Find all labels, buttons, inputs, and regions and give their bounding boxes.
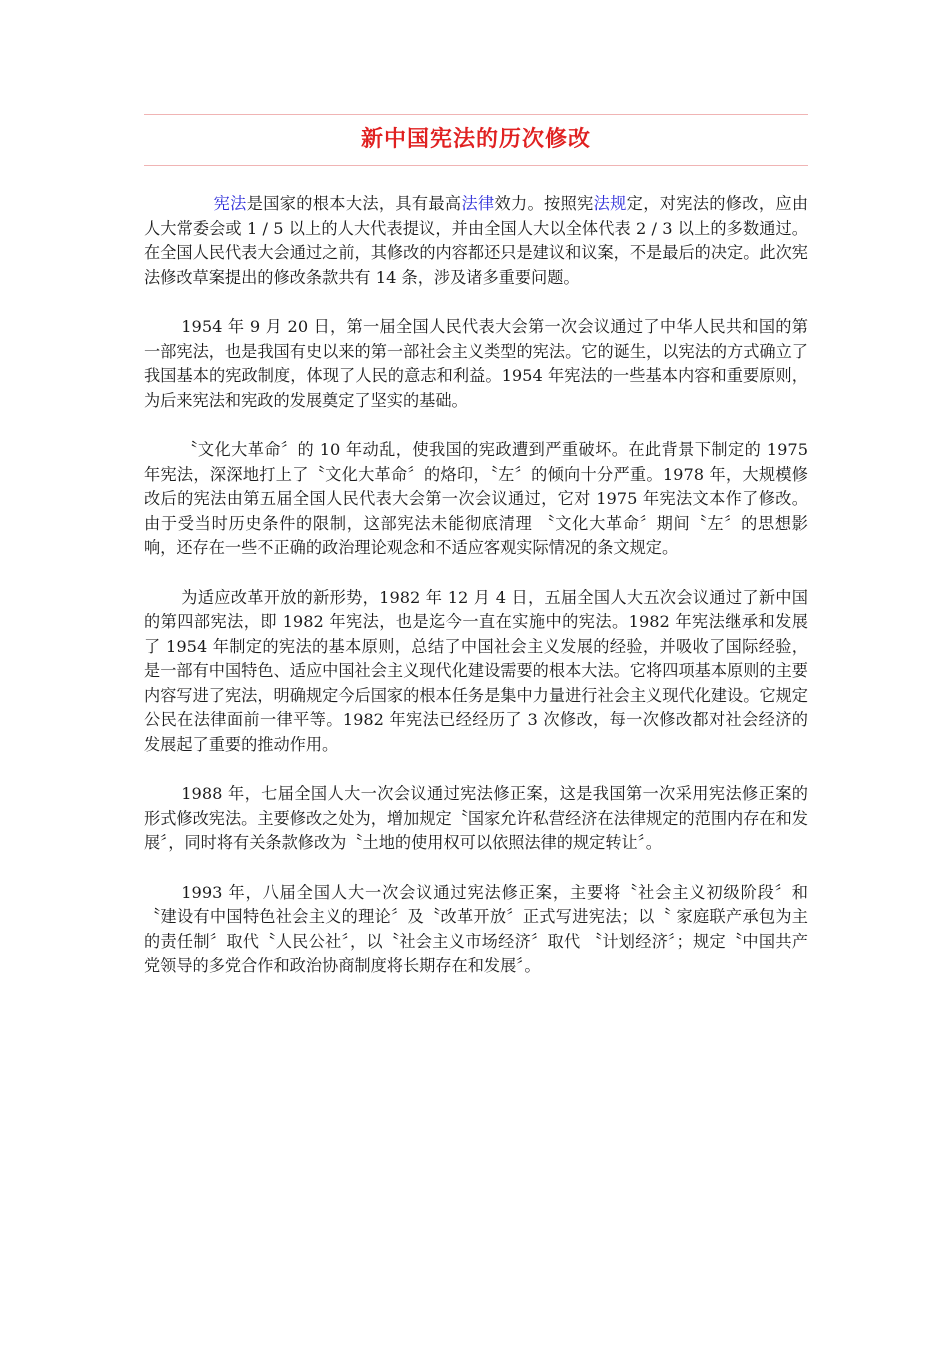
paragraph-1988: 1988 年，七届全国人大一次会议通过宪法修正案，这是我国第一次采用宪法修正案的形式修改宪法。主要修改之处为，增加规定〝国家允许私营经济在法律规定的范围内存在和发展〞，同时将有关条款修改为〝土地的使用权可以依照法律的规定转让〞。 (144, 784, 808, 853)
intro-text-3: 定，对宪法的修改，应由人大常委会或 1 / 5 以上的人大代表提议，并由全国人大以全体代表 2 / 3 以上的多数通过。在全国人民代表大会通过之前，其修改的内容都还只是建议和议案，不是最后的决定。此次宪法修改草案提出的修改条款共有 14 条，涉及诸多重要问题。 (144, 194, 809, 287)
link-falv[interactable]: 法律 (461, 194, 495, 213)
title-bottom-rule (144, 165, 808, 166)
document-page (144, 114, 808, 1004)
intro-paragraph (144, 192, 808, 290)
intro-text-2: 效力。按照宪 (494, 194, 594, 213)
paragraph-1954: 1954 年 9 月 20 日，第一届全国人民代表大会第一次会议通过了中华人民共和国的第一部宪法，也是我国有史以来的第一部社会主义类型的宪法。它的诞生，以宪法的方式确立了我国基本的宪政制度，体现了人民的意志和利益。1954 年宪法的一些基本内容和重要原则，为后来宪法和宪政的发展奠定了坚实的基础。 (144, 316, 808, 410)
paragraph-1975-1978: 〝文化大革命〞的 10 年动乱，使我国的宪政遭到严重破坏。在此背景下制定的 1975 年宪法，深深地打上了〝文化大革命〞的烙印，〝左〞的倾向十分严重。1978 年，大规模修改后的宪法由第五届全国人民代表大会第一次会议通过，它对 1975 年宪法文本作了修改。由于受当时历史条件的限制，这部宪法未能彻底清理 〝文化大革命〞期间〝左〞的思想影响，还存在一些不正确的政治理论观念和不适应客观实际情况的条文规定。 (144, 439, 808, 558)
link-fagui[interactable]: 法规 (593, 194, 627, 213)
intro-text-1: 是国家的根本大法，具有最高 (246, 194, 462, 213)
paragraph-1993: 1993 年，八届全国人大一次会议通过宪法修正案，主要将〝社会主义初级阶段〞和〝建设有中国特色社会主义的理论〞及〝改革开放〞正式写进宪法；以〝 家庭联产承包为主的责任制〞取代〝人民公社〞，以〝社会主义市场经济〞取代 〝计划经济〞；规定〝中国共产党领导的多党合作和政治协商制度将长期存在和发展〞。 (144, 882, 808, 976)
article-body (144, 192, 808, 979)
page-title: 新中国宪法的历次修改 (360, 127, 591, 152)
link-xianfa[interactable]: 宪法 (213, 194, 247, 213)
paragraph-1982: 为适应改革开放的新形势，1982 年 12 月 4 日，五届全国人大五次会议通过了新中国的第四部宪法，即 1982 年宪法，也是迄今一直在实施中的宪法。1982 年宪法继承和发展了 1954 年制定的宪法的基本原则，总结了中国社会主义发展的经验，并吸收了国际经验，是一部有中国特色、适应中国社会主义现代化建设需要的根本大法。它将四项基本原则的主要内容写进了宪法，明确规定今后国家的根本任务是集中力量进行社会主义现代化建设。它规定公民在法律面前一律平等。1982 年宪法已经经历了 3 次修改，每一次修改都对社会经济的发展起了重要的推动作用。 (144, 587, 808, 755)
